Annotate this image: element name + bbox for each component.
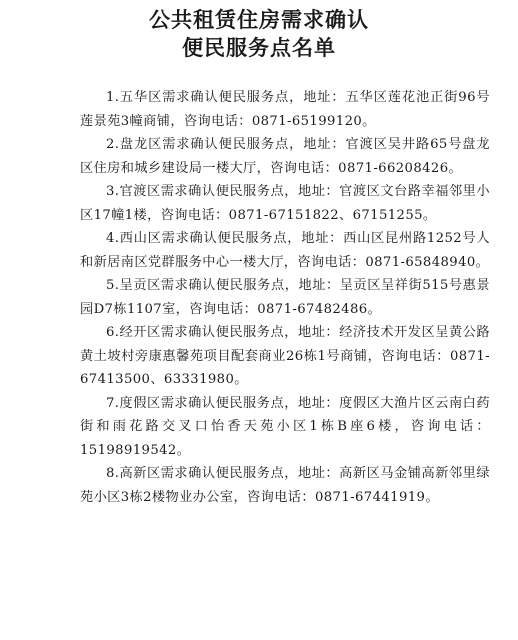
list-item: 1.五华区需求确认便民服务点，地址：五华区莲花池正街96号莲景苑3幢商铺，咨询电话：0871-65199120。	[80, 90, 490, 129]
list-item: 5.呈贡区需求确认便民服务点，地址：呈贡区呈祥街515号惠景园D7栋1107室，咨询电话：0871-67482486。	[80, 278, 490, 317]
service-point-list	[80, 86, 490, 509]
list-item: 4.西山区需求确认便民服务点，地址：西山区昆州路1252号人和新居南区党群服务中心一楼大厅，咨询电话：0871-65848940。	[80, 231, 490, 270]
list-item: 8.高新区需求确认便民服务点，地址：高新区马金铺高新邻里绿苑小区3栋2楼物业办公室，咨询电话：0871-67441919。	[80, 466, 490, 505]
list-item: 2.盘龙区需求确认便民服务点，地址：官渡区吴井路65号盘龙区住房和城乡建设局一楼大厅，咨询电话：0871-66208426。	[80, 137, 490, 176]
list-item: 3.官渡区需求确认便民服务点，地址：官渡区文台路幸福邻里小区17幢1楼，咨询电话：0871-67151822、67151255。	[80, 184, 490, 223]
document-title-line2: 便民服务点名单	[182, 36, 336, 60]
list-item: 6.经开区需求确认便民服务点，地址：经济技术开发区呈黄公路黄土坡村旁康惠馨苑项目配套商业26栋1号商铺，咨询电话：0871-67413500、63331980。	[80, 325, 490, 387]
document-title-line1: 公共租赁住房需求确认	[149, 8, 369, 32]
list-item: 7.度假区需求确认便民服务点，地址：度假区大渔片区云南白药街和雨花路交叉口怡香天苑小区1栋B座6楼，咨询电话：15198919542。	[80, 395, 490, 458]
